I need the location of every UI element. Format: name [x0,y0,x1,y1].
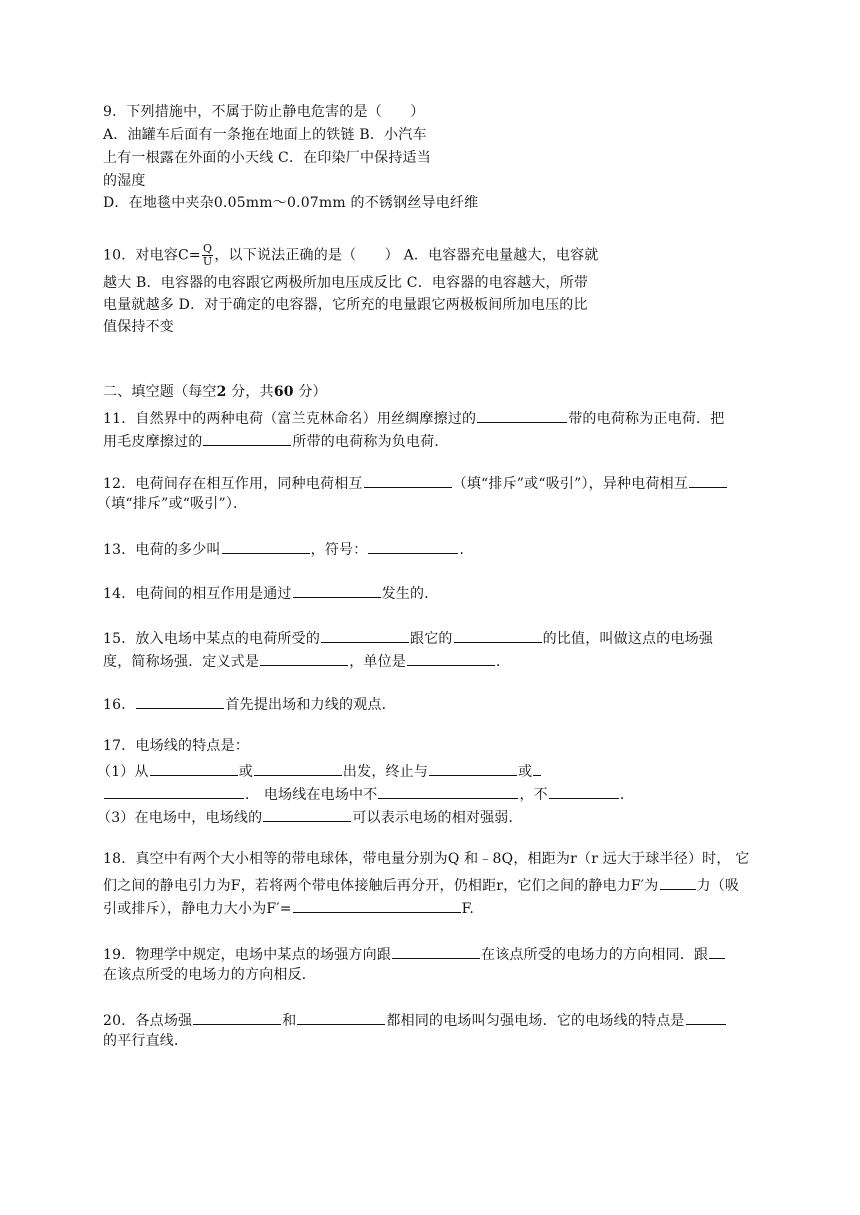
q15-text-b: 跟它的 [410,631,453,647]
q11-line-1 [103,406,724,429]
q17-text-i: 可以表示电场的相对强弱． [352,810,523,826]
section-2-points-total: 60 [273,384,294,400]
q16-text-a: 16． [103,697,136,713]
q11-text-b: 带的电荷称为正电荷．把 [568,411,725,427]
fill-blank[interactable] [549,782,619,799]
fill-blank[interactable] [660,873,696,890]
q11-text-d: 所带的电荷称为负电荷． [292,434,449,450]
fill-blank[interactable] [321,626,409,643]
q18-line-1: 18．真空中有两个大小相等的带电球体，带电量分别为Q 和﹣8Q，相距为r（r 远大于球半径）时， 它 [103,851,750,867]
q15-text-a: 15．放入电场中某点的电荷所受的 [103,631,321,647]
q17-text-e: ． 电场线在电场中不 [245,787,378,803]
q13-text-c: ． [459,542,474,558]
q17-line-2 [103,782,634,805]
fill-blank[interactable] [254,759,342,776]
q18-text-a: 们之间的静电引力为F，若将两个带电体接触后再分开，仍相距r，它们之间的静电力F′为 [103,878,659,894]
q15-text-c: 的比值，叫做这点的电场强 [542,631,714,647]
fill-blank[interactable] [689,471,727,488]
q17-text-b: 或 [238,764,253,780]
q20-line-2: 的平行直线． [103,1033,189,1049]
section-2-header [103,382,327,402]
fill-blank[interactable] [686,1008,726,1025]
q13-text-b: ，符号： [310,542,368,558]
q11-text-a: 11．自然界中的两种电荷（富兰克林命名）用丝绸摩擦过的 [103,411,477,427]
q9-line-3: 上有一根露在外面的小天线 C．在印染厂中保持适当 [103,150,431,166]
q17-text-a: （1）从 [97,764,149,780]
q18-line-3 [103,896,474,919]
q17-text-c: 出发，终止与 [342,764,429,780]
q16-line [103,692,396,715]
fill-blank[interactable] [150,759,238,776]
q12-line-2: （填“排斥”或“吸引”）． [97,496,248,512]
fill-blank[interactable] [104,782,244,799]
q15-text-e: ，单位是 [349,654,407,670]
fill-blank[interactable] [293,896,461,913]
section-2-text-e: 分） [293,384,327,400]
fill-blank[interactable] [263,805,351,822]
q17-text-f: ，不 [519,787,548,803]
q10-stem [103,243,599,268]
q16-text-b: 首先提出场和力线的观点． [225,697,396,713]
q17-text-d: 或 [518,764,533,780]
fill-blank[interactable] [193,1008,281,1025]
q17-text-g: ． [619,787,635,803]
q12-line-1 [103,471,728,494]
q20-text-b: 和 [282,1013,297,1029]
q10-text-a: 10．对电容C= [103,247,201,264]
section-2-text-a: 二、填空题（每空 [103,384,217,400]
q15-line-1 [103,626,713,649]
q15-line-2 [103,649,510,672]
fill-blank[interactable] [364,471,452,488]
q19-text-a: 19．物理学中规定，电场中某点的场强方向跟 [103,947,392,963]
q9-stem: 9．下列措施中，不属于防止静电危害的是（ ） [103,104,425,120]
q20-text-c: 都相同的电场叫匀强电场．它的电场线的特点是 [386,1013,685,1029]
fill-blank[interactable] [392,942,480,959]
q20-line-1 [103,1008,727,1031]
fill-blank[interactable] [293,581,381,598]
q13-line [103,537,474,560]
fill-blank[interactable] [378,782,518,799]
q19-text-b: 在该点所受的电场力的方向相同．跟 [481,947,709,963]
fill-blank[interactable] [368,537,458,554]
q19-line-2: 在该点所受的电场力的方向相反． [103,967,316,983]
q10-line-4: 值保持不变 [103,319,174,335]
q17-line-3 [97,805,523,828]
section-2-points-each: 2 [216,384,227,400]
q13-text-a: 13．电荷的多少叫 [103,542,221,558]
q17-line-1 [97,759,542,782]
fill-blank[interactable] [709,942,725,959]
fill-blank[interactable] [297,1008,385,1025]
q14-text-b: 发生的． [381,586,439,602]
q17-text-h: （3）在电场中，电场线的 [97,810,263,826]
q19-line-1 [103,942,726,965]
fill-blank[interactable] [429,759,517,776]
q18-text-b: 力（吸 [696,878,740,894]
q10-line-2: 越大 B．电容器的电容跟它两极所加电压成反比 C．电容器的电容越大，所带 [103,275,589,291]
q15-text-f: ． [496,654,511,670]
fill-blank[interactable] [454,626,542,643]
q11-line-2 [103,429,449,452]
q12-text-b: （填“排斥”或“吸引”），异种电荷相互 [452,476,689,492]
q11-text-c: 用毛皮摩擦过的 [103,434,203,450]
q20-text-a: 20．各点场强 [103,1013,193,1029]
q14-text-a: 14．电荷间的相互作用是通过 [103,586,292,602]
q9-line-4: 的湿度 [103,173,146,189]
q9-option-d: D．在地毯中夹杂0.05mm～0.07mm 的不锈钢丝导电纤维 [103,195,479,211]
fill-blank[interactable] [260,649,348,666]
fraction-numerator: Q [202,242,213,255]
fill-blank[interactable] [203,429,291,446]
q15-text-d: 度，简称场强．定义式是 [103,654,260,670]
q18-text-c: 引或排斥），静电力大小为F′= [103,901,292,917]
q17-title: 17．电场线的特点是： [103,738,250,754]
fill-blank[interactable] [477,406,567,423]
fill-blank[interactable] [222,537,310,554]
q14-line [103,581,438,604]
capacitance-fraction [202,243,213,268]
q10-text-b: ，以下说法正确的是（ ） A．电容器充电量越大，电容就 [214,247,599,264]
fill-blank[interactable] [407,649,495,666]
q18-line-2 [103,873,739,896]
q18-text-d: F. [461,901,475,917]
section-2-text-c: 分，共 [226,384,274,400]
fraction-denominator: U [202,255,213,268]
q12-text-a: 12．电荷间存在相互作用，同种电荷相互 [103,476,363,492]
fill-blank[interactable] [533,759,541,776]
q9-line-2: A．油罐车后面有一条拖在地面上的铁链 B．小汽车 [103,127,427,143]
q10-line-3: 电量就越多 D．对于确定的电容器，它所充的电量跟它两极板间所加电压的比 [103,297,588,313]
fill-blank[interactable] [136,692,224,709]
